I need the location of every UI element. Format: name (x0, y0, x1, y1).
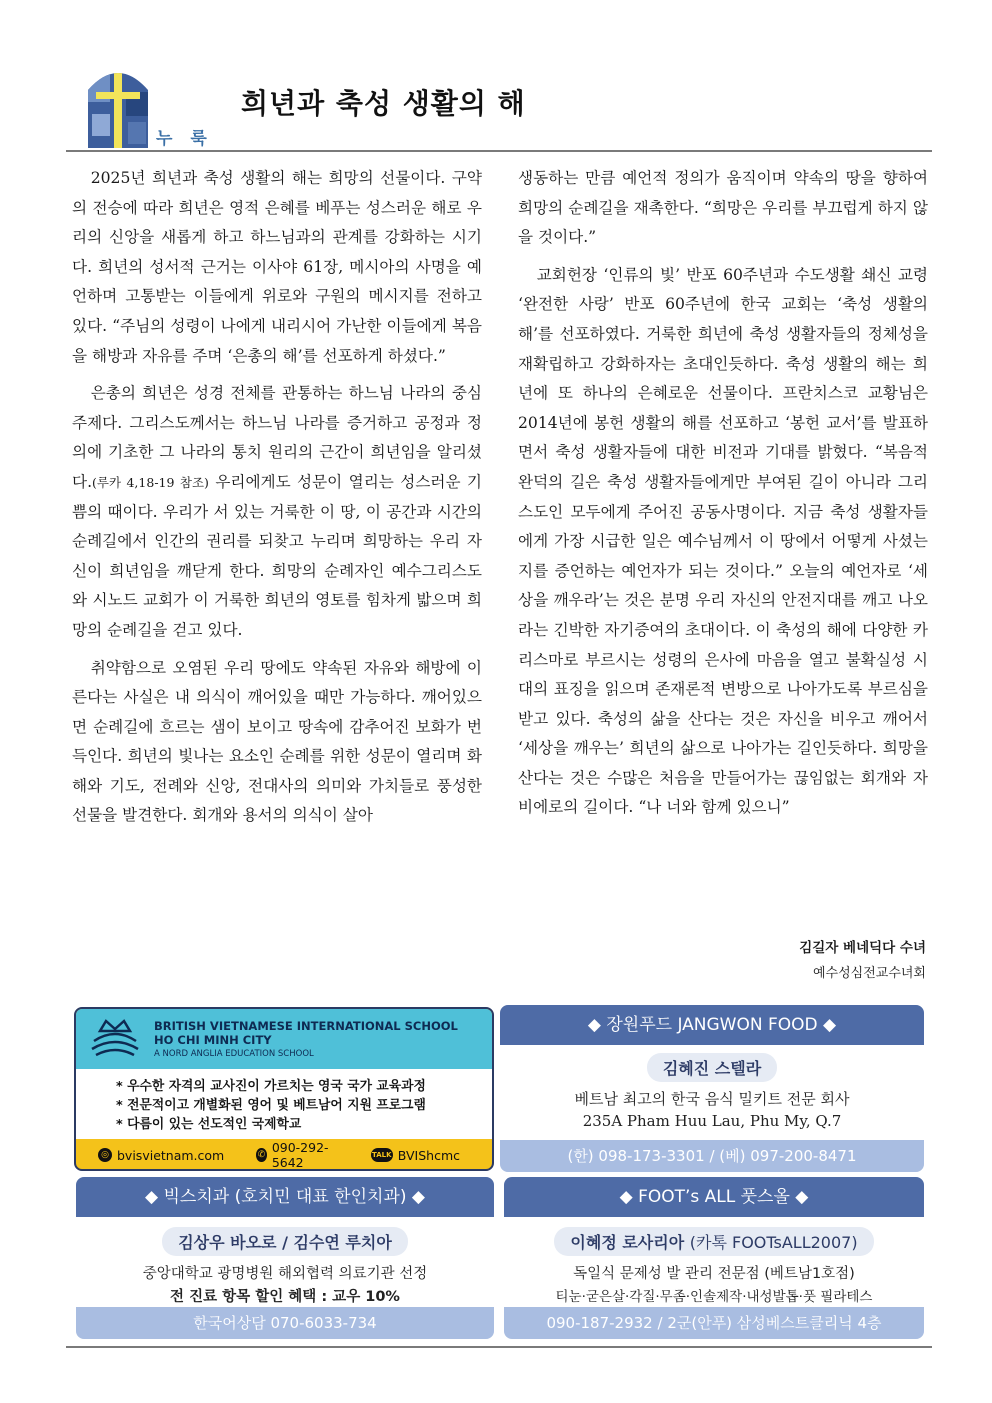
bvis-name-line: HO CHI MINH CITY (154, 1033, 272, 1047)
page-title: 희년과 축성 생활의 해 (241, 87, 526, 120)
bvis-phone[interactable] (256, 1140, 339, 1170)
jangwon-description: 베트남 최고의 한국 음식 밀키트 전문 회사 (574, 1090, 850, 1108)
bvis-bullet: * 다름이 있는 선도적인 국제학교 (116, 1117, 302, 1132)
bvis-website[interactable] (98, 1148, 224, 1163)
paragraph-text: 은총의 희년은 성경 전체를 관통하는 하느님 나라의 중심 주제다. 그리스도께서는 하느님 나라를 증거하고 공정과 정의에 기초한 그 나라의 통치 원리의 근간이 희년임을 알리셨다. (72, 384, 482, 491)
jangwon-phones: (한) 098-173-3301 / (베) 097-200-8471 (500, 1140, 924, 1172)
bvis-subtitle: A NORD ANGLIA EDUCATION SCHOOL (154, 1049, 314, 1059)
crown-crest-icon (90, 1017, 140, 1061)
jangwon-address: 235A Pham Huu Lau, Phu My, Q.7 (582, 1112, 842, 1130)
article-right-column (518, 164, 928, 823)
bix-discount: 전 진료 항목 할인 혜택 : 교우 10% (170, 1289, 400, 1305)
article-left-column (72, 164, 482, 831)
foots-contact: 090-187-2932 / 2군(안푸) 삼성베스트클리닉 4층 (504, 1307, 924, 1339)
paragraph: 교회헌장 ‘인류의 빛’ 반포 60주년과 수도생활 쇄신 교령 ‘완전한 사랑’ 반포 60주년에 한국 교회는 ‘축성 생활의 해’를 선포하였다. 거룩한 희년에 축성 생활자들의 정체성을 재확립하고 강화하자는 초대인듯하다. 축성 생활의 해는 희년에 또 하나의 은혜로운 선물이다. 프란치스코 교황님은 2014년에 봉헌 생활의 해를 선포하고 ‘봉헌 교서’를 발표하면서 축성 생활자들에 대한 비전과 기대를 밝혔다. “복음적 완덕의 길은 축성 생활자들에게만 부여된 길이 아니라 그리스도인 모두에게 주어진 공동사명이다. 지금 축성 생활자들에게 가장 시급한 일은 예수님께서 이 땅에서 어떻게 사셨는지를 증언하는 예언자가 되는 것이다.” 오늘의 예언자로 ‘세상을 깨우라’는 것은 분명 우리 자신의 안전지대를 깨고 나오라는 긴박한 자기증여의 초대이다. 이 축성의 해에 다양한 카리스마로 부르시는 성령의 은사에 마음을 열고 불확실성 시대의 표징을 읽으며 존재론적 변방으로 나아가도록 부르심을 받고 있다. 축성의 삶을 산다는 것은 자신을 비우고 깨어서 ‘세상을 깨우는’ 희년의 삶으로 나아가는 길인듯하다. 희망을 산다는 것은 수많은 처음을 만들어가는 끊임없는 회개와 자비에로의 길이다. “나 너와 함께 있으니” (518, 265, 928, 817)
jangwon-title: ◆ 장원푸드 JANGWON FOOD ◆ (500, 1005, 924, 1045)
jangwon-person: 김혜진 스텔라 (647, 1053, 777, 1082)
stained-glass-cross-icon (88, 62, 148, 148)
bix-title: ◆ 빅스치과 (호치민 대표 한인치과) ◆ (76, 1177, 494, 1217)
bvis-kakao[interactable] (371, 1148, 460, 1163)
kakao-talk-icon: TALK (371, 1148, 393, 1162)
bix-body (76, 1217, 494, 1307)
bvis-website-text: bvisvietnam.com (117, 1147, 225, 1163)
foots-kakao-id: (카톡 FOOTsALL2007) (689, 1233, 858, 1252)
bix-dental-advertisement[interactable] (76, 1177, 494, 1339)
phone-icon: ✆ (257, 1150, 266, 1160)
author-name: 김길자 베네딕다 수녀 (799, 940, 926, 956)
foots-body (504, 1217, 924, 1307)
bible-reference: (루카 4,18-19 참조) (92, 474, 209, 490)
foots-person (554, 1227, 873, 1256)
paragraph: 2025년 희년과 축성 생활의 해는 희망의 선물이다. 구약의 전승에 따라 희년은 영적 은혜를 베푸는 성스러운 해로 우리의 신앙을 새롭게 하고 하느님과의 관계를 강화하는 시기다. 희년의 성서적 근거는 이사야 61장, 메시아의 사명을 예언하며 고통받는 이들에게 위로와 구원의 메시지를 전하고 있다. “주님의 성령이 나에게 내리시어 가난한 이들에게 복음을 해방과 자유를 주며 ‘은총의 해’를 선포하게 하셨다.” (72, 169, 482, 365)
bix-description: 중앙대학교 광명병원 해외협력 의료기관 선정 (142, 1266, 428, 1282)
section-label: 누 룩 (156, 129, 213, 149)
bvis-school-name (154, 1019, 458, 1047)
jangwon-body (500, 1045, 924, 1140)
bvis-contact-bar (76, 1139, 492, 1171)
bottom-divider (66, 1346, 932, 1348)
paragraph: 취약함으로 오염된 우리 땅에도 약속된 자유와 해방에 이른다는 사실은 내 의식이 깨어있을 때만 가능하다. 깨어있으면 순례길에 흐르는 샘이 보이고 땅속에 감추어진 보화가 번득인다. 희년의 빛나는 요소인 순례를 위한 성문이 열리며 화해와 기도, 전례와 신앙, 전대사의 의미와 가치들로 풍성한 선물을 발견한다. 회개와 용서의 의식이 살아 (72, 658, 482, 825)
bvis-bullets (76, 1069, 492, 1139)
bvis-name-line: BRITISH VIETNAMESE INTERNATIONAL SCHOOL (154, 1019, 458, 1033)
bix-phone: 한국어상담 070-6033-734 (76, 1307, 494, 1339)
jangwon-food-advertisement[interactable] (500, 1005, 924, 1172)
paragraph (72, 379, 482, 645)
page-header (66, 62, 932, 150)
bvis-bullet: * 우수한 자격의 교사진이 가르치는 영국 국가 교육과정 (116, 1079, 426, 1094)
bvis-phone-text: 090-292-5642 (271, 1140, 329, 1170)
foots-description: 독일식 문제성 발 관리 전문점 (베트남1호점) (573, 1266, 855, 1282)
bvis-header (76, 1009, 492, 1069)
paragraph-text: 우리에게도 성문이 열리는 성스러운 기쁨의 때이다. 우리가 서 있는 거룩한 이 땅, 이 공간과 시간의 순례길에서 인간의 권리를 되찾고 누리며 희망하는 우리 자신이 희년임을 깨닫게 한다. 희망의 순례자인 예수그리스도와 시노드 교회가 이 거룩한 희년의 영토를 힘차게 밟으며 희망의 순례길을 걷고 있다. (72, 472, 482, 639)
foots-title: ◆ FOOT’s ALL 풋스올 ◆ (504, 1177, 924, 1217)
bvis-kakao-text: BVIShcmc (397, 1147, 460, 1163)
top-divider (66, 150, 932, 152)
bvis-advertisement[interactable] (74, 1007, 494, 1171)
foots-all-advertisement[interactable] (504, 1177, 924, 1339)
foots-person-name: 이혜정 로사리아 (570, 1233, 685, 1252)
bvis-bullet: * 전문적이고 개별화된 영어 및 베트남어 지원 프로그램 (116, 1098, 426, 1113)
author-block (799, 936, 926, 981)
author-organization: 예수성심전교수녀회 (812, 966, 926, 981)
paragraph: 생동하는 만큼 예언적 정의가 움직이며 약속의 땅을 향하여 희망의 순례길을 재촉한다. “희망은 우리를 부끄럽게 하지 않을 것이다.” (518, 169, 928, 247)
foots-services: 티눈·굳은살·각질·무좀·인솔제작·내성발톱·풋 필라테스 (555, 1289, 873, 1305)
bix-persons: 김상우 바오로 / 김수연 루치아 (162, 1227, 408, 1256)
globe-icon: ◎ (98, 1148, 112, 1162)
